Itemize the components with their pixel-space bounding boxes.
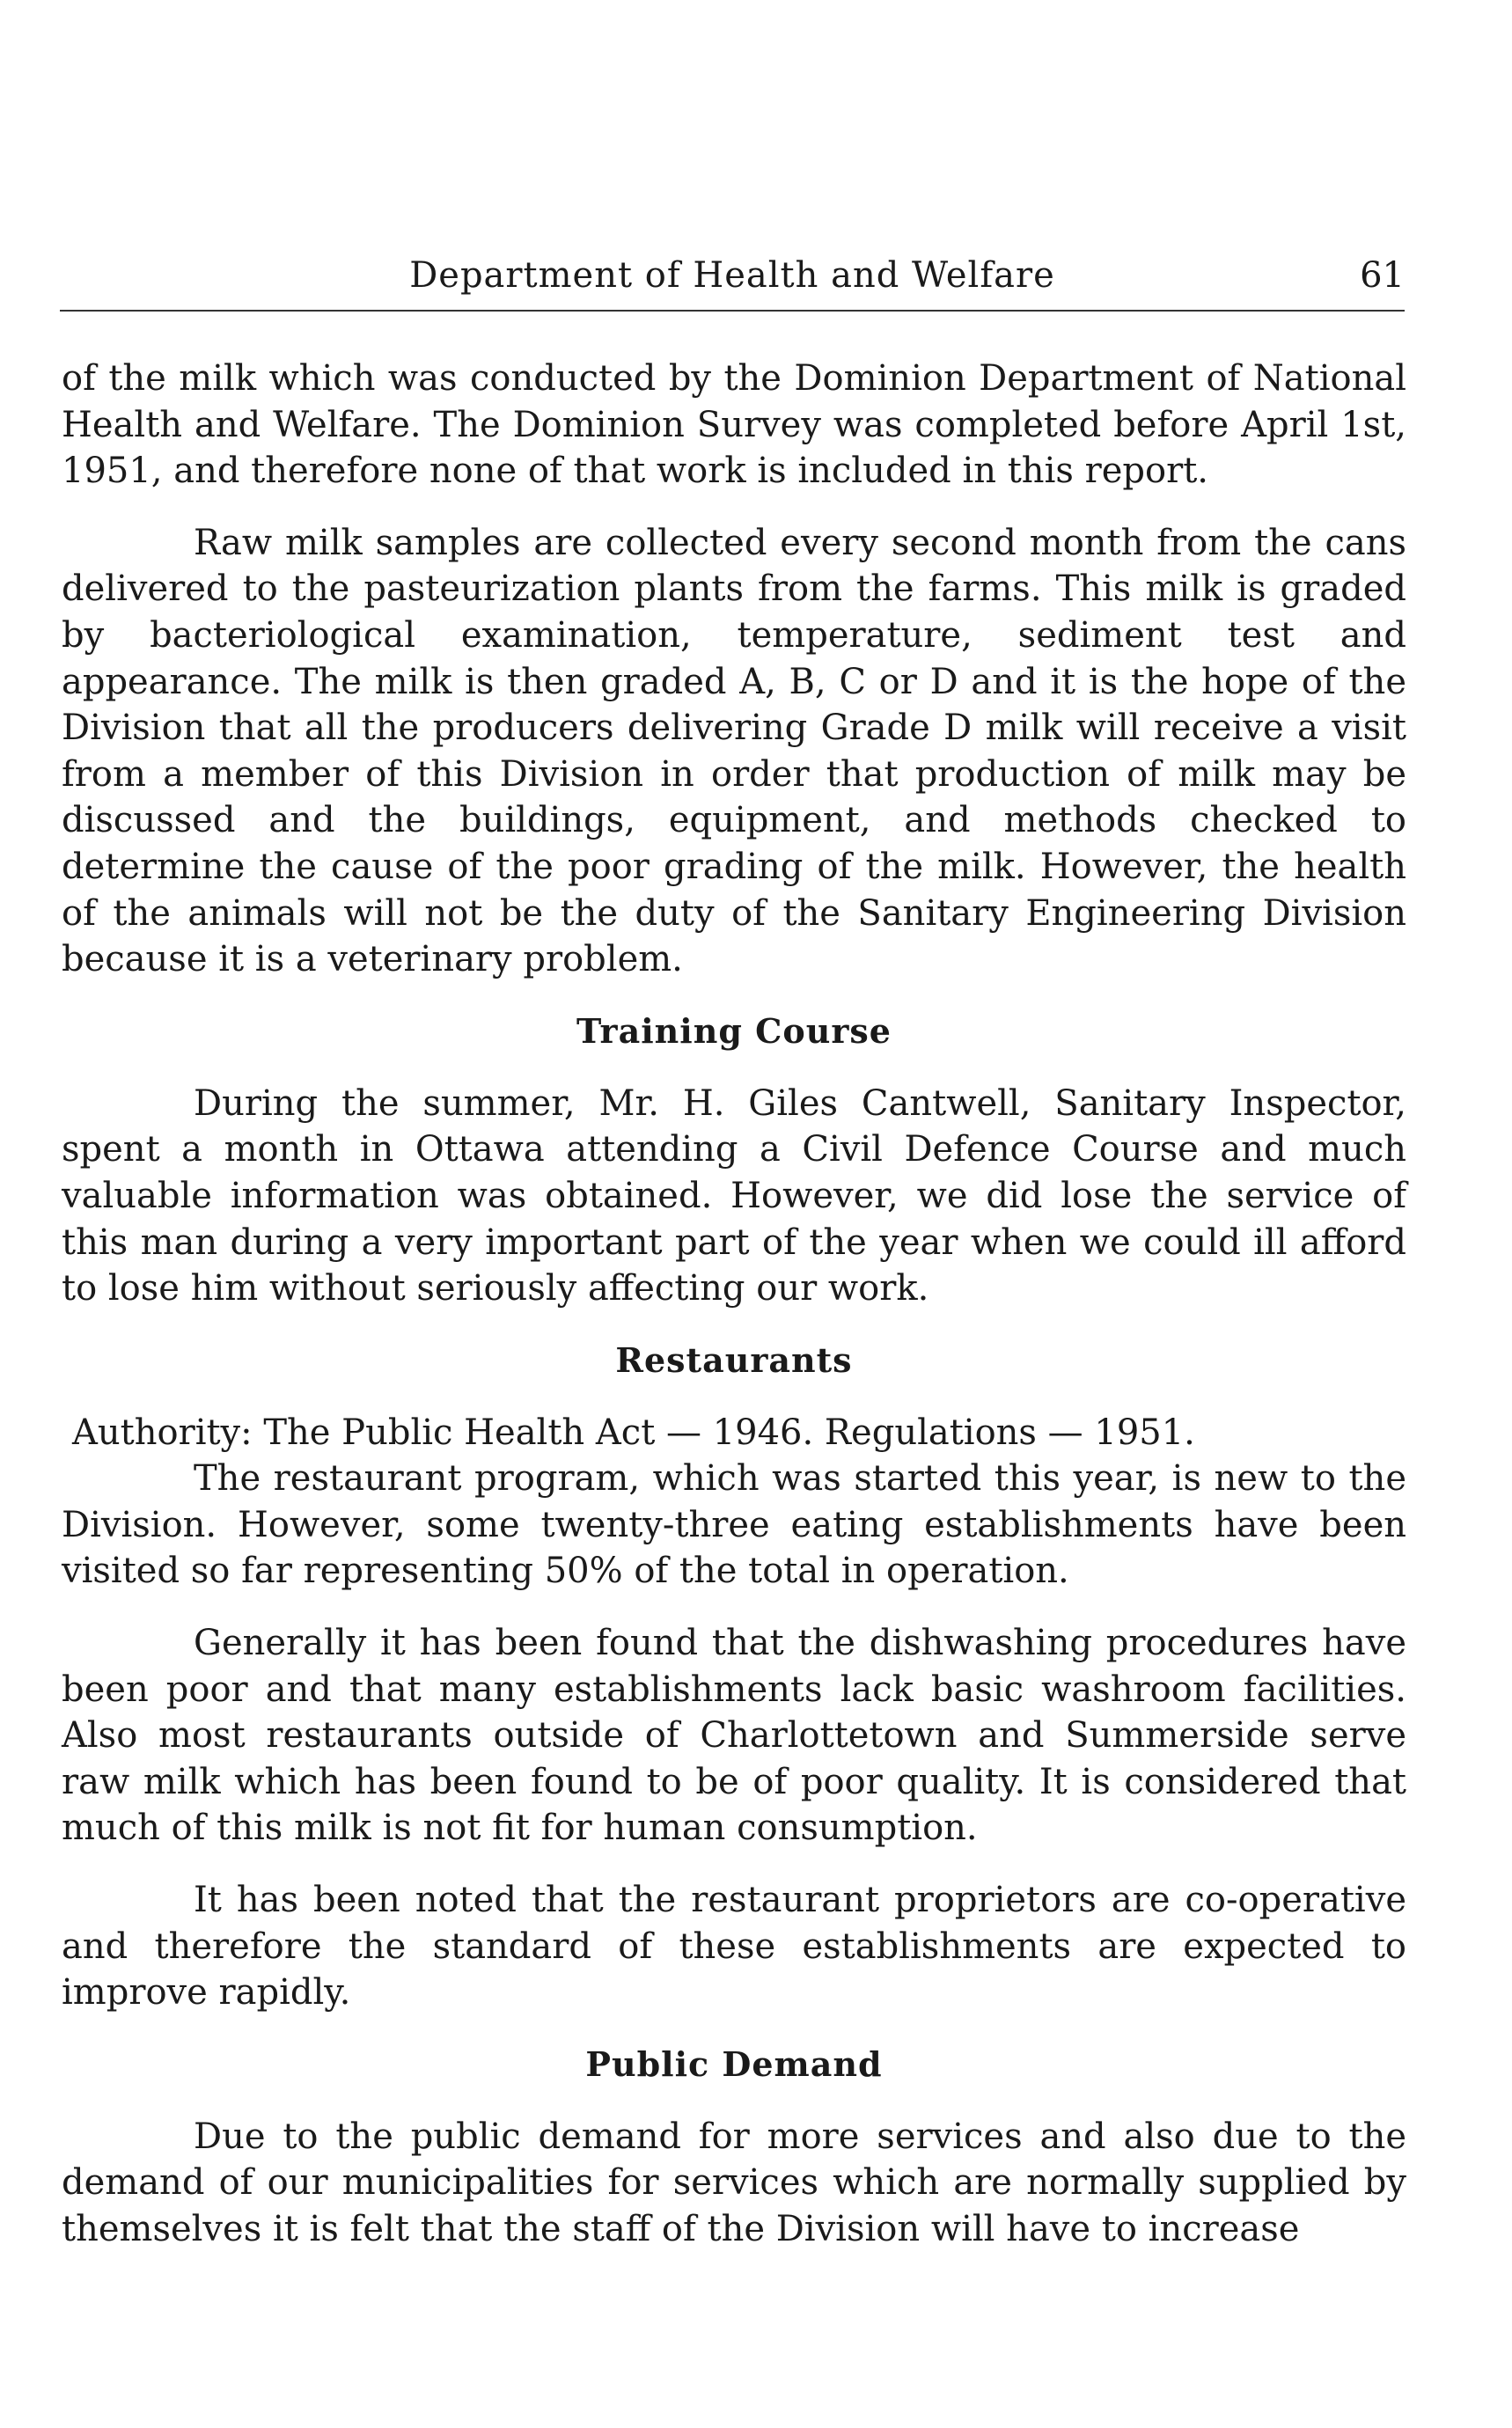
running-header [60,248,1405,312]
paragraph-dishwashing: Generally it has been found that the dishwashing procedures have been poor and that many establishments lack basic washroom facilities. Also most restaurants outside of Charlottetown and Summerside serve raw milk which has been found to be of poor quality. It is considered that much of this milk is not fit for human consumption. [62,1623,1406,1849]
paragraph-restaurant-program: The restaurant program, which was started this year, is new to the Division. However, some twenty-three eating establishments have been visited so far representing 50% of the total in operation. [62,1458,1406,1592]
section-heading-public-demand: Public Demand [585,2043,883,2084]
header-title: Department of Health and Welfare [409,255,1055,296]
authority-line: Authority: The Public Health Act — 1946. Regulations — 1951. [72,1412,1195,1453]
paragraph-proprietors: It has been noted that the restaurant proprietors are co-operative and therefore the standard of these establishments are expected to improve rapidly. [62,1880,1406,2014]
section-heading-training-course: Training Course [576,1010,892,1051]
paragraph-raw-milk: Raw milk samples are collected every second month from the cans delivered to the pasteurization plants from the farms. This milk is graded by bacteriological examination, temperature, sediment test and appearance. The milk is then graded A, B, C or D and it is the hope of the Division that all the producers delivering Grade D milk will receive a visit from a member of this Division in order that production of milk may be discussed and the buildings, equipment, and methods checked to determine the cause of the poor grading of the milk. However, the health of the animals will not be the duty of the Sanitary Engineering Division because it is a veterinary problem. [62,522,1406,980]
section-heading-restaurants: Restaurants [615,1339,853,1380]
paragraph-public-demand: Due to the public demand for more services and also due to the demand of our municipalities for services which are normally supplied by themselves it is felt that the staff of the Division will have to increase [62,2116,1406,2249]
body-text [62,356,1406,2253]
paragraph-continuation: of the milk which was conducted by the Dominion Department of National Health and Welfare. The Dominion Survey was completed before April 1st, 1951, and therefore none of that work is included in this report. [62,358,1406,492]
paragraph-training: During the summer, Mr. H. Giles Cantwell, Sanitary Inspector, spent a month in Ottawa attending a Civil Defence Course and much valuable information was obtained. However, we did lose the service of this man during a very important part of the year when we could ill afford to lose him without seriously affecting our work. [62,1082,1406,1309]
page-number: 61 [1360,255,1405,296]
